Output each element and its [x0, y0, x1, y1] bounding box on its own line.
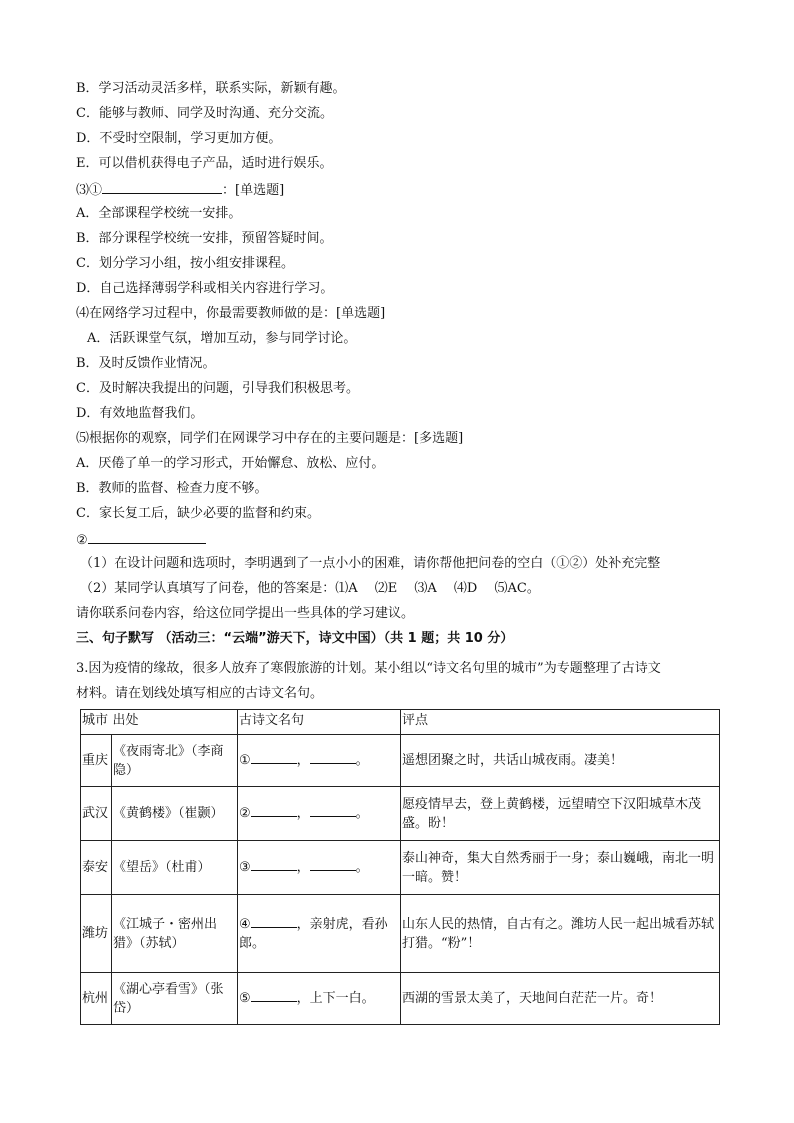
q3-intro-line-2: 材料。请在划线处填写相应的古诗文名句。	[76, 686, 324, 701]
q5-option-a: A．厌倦了单一的学习形式，开始懈怠、放松、应付。	[76, 456, 385, 471]
blank-number: ⑤	[239, 991, 251, 1006]
quote-blank-1[interactable]	[251, 989, 297, 1002]
q3-suffix: ：[单选题]	[222, 183, 285, 198]
q5-stem: ⑸根据你的观察，同学们在网课学习中存在的主要问题是：[多选题]	[76, 431, 464, 446]
blank-number: ④	[239, 916, 251, 932]
q5-blank-line[interactable]	[88, 531, 206, 544]
q2-option-b: B．学习活动灵活多样，联系实际，新颖有趣。	[76, 81, 346, 96]
q5-option-b: B．教师的监督、检查力度不够。	[76, 481, 268, 496]
table-row	[81, 735, 720, 787]
quote-tail: ，亲射虎，看孙郎。	[239, 916, 388, 951]
quote-separator: ，	[296, 860, 310, 875]
quote-end: 。	[355, 753, 369, 768]
comment-cell: 泰山神奇，集大自然秀丽于一身；泰山巍峨，南北一明一暗。赞！	[401, 841, 720, 895]
quote-cell	[238, 735, 401, 787]
quote-blank-2[interactable]	[310, 858, 356, 871]
q2-option-d: D．不受时空限制，学习更加方便。	[76, 131, 282, 146]
sub-question-1: （1）在设计问题和选项时，李明遇到了一点小小的困难，请你帮他把问卷的空白（①②）处补充完整	[80, 556, 661, 571]
city-cell: 泰安	[81, 841, 112, 895]
quote-cell	[238, 973, 401, 1025]
source-cell: 《夜雨寄北》（李商隐）	[112, 735, 238, 787]
q2-option-c: C．能够与教师、同学及时沟通、充分交流。	[76, 106, 333, 121]
q4-option-b: B．及时反馈作业情况。	[76, 356, 216, 371]
q4-option-a: A．活跃课堂气氛，增加互动，参与同学讨论。	[87, 331, 357, 346]
source-cell: 《黄鹤楼》（崔颢）	[112, 787, 238, 841]
quote-separator: ，	[296, 806, 310, 821]
q3-option-b: B．部分课程学校统一安排，预留答疑时间。	[76, 231, 333, 246]
quote-blank-2[interactable]	[310, 751, 356, 764]
comment-cell: 山东人民的热情，自古有之。潍坊人民一起出城看苏轼打猎。“粉”！	[401, 895, 720, 973]
q5-blank-prefix: ②	[76, 533, 88, 548]
quote-blank-1[interactable]	[251, 915, 297, 928]
header-source: 出处	[112, 710, 238, 735]
quote-end: 。	[355, 860, 369, 875]
source-cell: 《江城子・密州出猎》（苏轼）	[112, 895, 238, 973]
blank-number: ①	[239, 753, 251, 768]
q5-option-c: C．家长复工后，缺少必要的监督和约束。	[76, 506, 320, 521]
q4-stem: ⑷在网络学习过程中，你最需要教师做的是：[单选题]	[76, 306, 386, 321]
quote-separator: ，	[296, 753, 310, 768]
city-cell: 武汉	[81, 787, 112, 841]
quote-blank-1[interactable]	[251, 804, 297, 817]
quote-cell	[238, 841, 401, 895]
poem-table	[80, 709, 720, 1025]
city-cell: 潍坊	[81, 895, 112, 973]
blank-number: ③	[239, 860, 251, 875]
quote-cell	[238, 787, 401, 841]
q3-intro-line-1: 3.因为疫情的缘故，很多人放弃了寒假旅游的计划。某小组以“诗文名句里的城市”为专题整理了古诗文	[76, 661, 661, 676]
comment-cell: 愿疫情早去，登上黄鹤楼，远望晴空下汉阳城草木茂盛。盼！	[401, 787, 720, 841]
q2-option-e: E．可以借机获得电子产品，适时进行娱乐。	[76, 156, 333, 171]
q3-stem	[76, 181, 284, 199]
quote-blank-1[interactable]	[251, 858, 297, 871]
q4-option-d: D．有效地监督我们。	[76, 406, 204, 421]
sub-question-2: （2）某同学认真填写了问卷，他的答案是：⑴A ⑵E ⑶A ⑷D ⑸AC。	[80, 581, 540, 596]
header-city: 城市	[81, 710, 112, 735]
q3-option-a: A．全部课程学校统一安排。	[76, 206, 242, 221]
source-cell: 《湖心亭看雪》（张岱）	[112, 973, 238, 1025]
section-3-title: 三、句子默写 （活动三：“云端”游天下，诗文中国）（共 1 题；共 10 分）	[76, 631, 514, 646]
quote-tail: ，上下一白。	[296, 991, 375, 1006]
header-quote: 古诗文名句	[238, 710, 401, 735]
q3-option-d: D．自己选择薄弱学科或相关内容进行学习。	[76, 281, 334, 296]
city-cell: 杭州	[81, 973, 112, 1025]
comment-cell: 西湖的雪景太美了，天地间白茫茫一片。奇！	[401, 973, 720, 1025]
source-cell: 《望岳》（杜甫）	[112, 841, 238, 895]
blank-number: ②	[239, 806, 251, 821]
quote-cell	[238, 895, 401, 973]
q3-option-c: C．划分学习小组，按小组安排课程。	[76, 256, 294, 271]
table-row	[81, 841, 720, 895]
header-comment: 评点	[401, 710, 720, 735]
quote-blank-2[interactable]	[310, 804, 356, 817]
comment-cell: 遥想团聚之时，共话山城夜雨。凄美！	[401, 735, 720, 787]
q3-blank-line[interactable]	[102, 181, 222, 194]
sub-question-2-ask: 请你联系问卷内容，给这位同学提出一些具体的学习建议。	[76, 606, 415, 621]
table-row	[81, 895, 720, 973]
city-cell: 重庆	[81, 735, 112, 787]
q5-blank-row	[76, 531, 206, 549]
table-row	[81, 787, 720, 841]
quote-end: 。	[355, 806, 369, 821]
table-header-row	[81, 710, 720, 735]
q3-prefix: ⑶①	[76, 183, 103, 198]
q4-option-c: C．及时解决我提出的问题，引导我们积极思考。	[76, 381, 359, 396]
table-row	[81, 973, 720, 1025]
quote-blank-1[interactable]	[251, 751, 297, 764]
